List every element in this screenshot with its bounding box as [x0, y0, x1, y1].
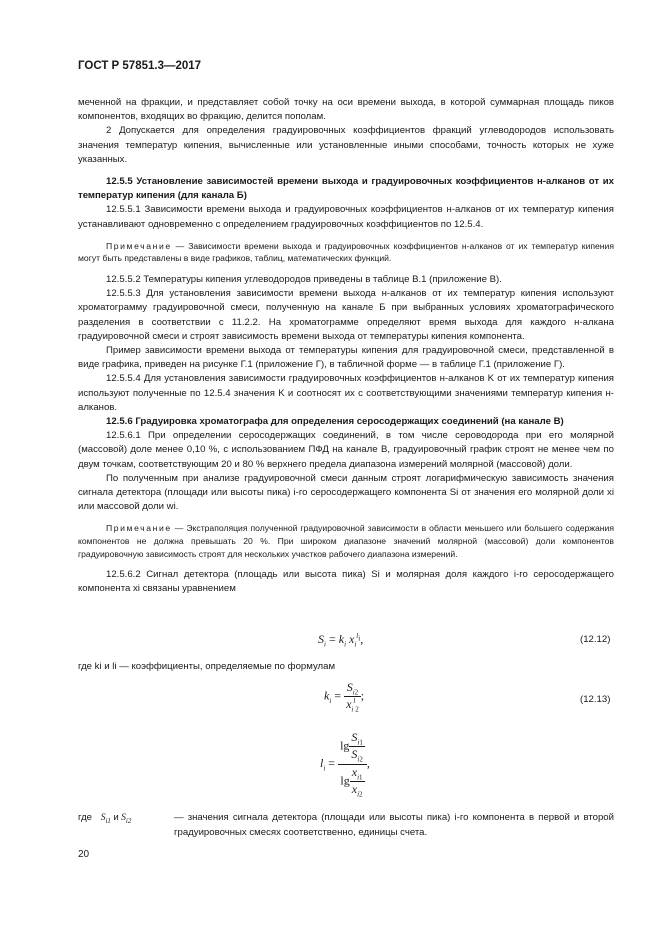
paragraph: меченной на фракции, и представляет собой точку на оси времени выхода, в которой суммарная площадь пиков компонентов, входящих во фракцию, делится пополам. — [78, 97, 614, 123]
where-text: — значения сигнала детектора (площади или высоты пика) i-го компонента в первой и второй градуировочных смесях соответственно, единицы счета. — [174, 812, 614, 838]
text-block-mid — [78, 660, 614, 674]
paragraph: где ki и li — коэффициенты, определяемые по формулам — [78, 661, 336, 672]
note-label: Примечание — [106, 523, 172, 534]
equation-12-13-k: $k_i$ = $\frac{S_{i2}}{x_i^l_2}$ ; — [324, 680, 365, 714]
paragraph: 12.5.5.1 Зависимости времени выхода и градуировочных коэффициентов н-алканов от их температур кипения устанавливают одновременно с определением градуировочных коэффициентов по 12.5.4. — [78, 204, 614, 230]
note-label: Примечание — [106, 240, 172, 251]
note-text: — Экстраполяция полученной градуировочной зависимости в области меньшего или большего содержания компонентов не должна превышать 20 %. При широком диапазоне значений молярной (массовой) доли компонентов градуировочную зависимость строят для нескольких участков рабочего диапазона измерений. — [78, 523, 614, 559]
paragraph: 12.5.5.3 Для установления зависимости времени выхода н-алканов от их температур кипения используют хроматограмму градуировочной смеси, полученную на канале Б при выбранных условиях хроматографического разделения в соответствии с 11.2.2. На хроматограмме определяют время выхода для каждого н-алкана градуировочной смеси и строят зависимость времени выхода от температуры кипения компонента. — [78, 288, 614, 342]
paragraph: 2 Допускается для определения градуировочных коэффициентов фракций углеводородов использовать значения температур кипения, вычисленные или установленные иными способами, точность которых не хуже указанных. — [78, 125, 614, 165]
paragraph: 12.5.5.2 Температуры кипения углеводородов приведены в таблице В.1 (приложение В). — [106, 274, 502, 286]
paragraph: 12.5.6.2 Сигнал детектора (площадь или высота пика) Si и молярная доля каждого i-го серосодержащего компонента xi связаны уравнением — [78, 569, 614, 595]
equation-12-12: $S_i = k_i$ $x_i^{l_i}$, — [318, 632, 364, 649]
equation-number: (12.13) — [580, 694, 611, 705]
equation-number: (12.12) — [580, 634, 611, 645]
where-label: где — [78, 812, 93, 823]
paragraph: Пример зависимости времени выхода от температуры кипения для градуировочной смеси, представленной в виде графика, приведен на рисунке Г.1 (приложение Г), в табличной форме — в таблице Г.1 (приложение Г). — [78, 345, 614, 371]
paragraph: 12.5.5.4 Для установления зависимости градуировочных коэффициентов н-алканов K от их температур кипения используют полученные по 12.5.4 значения K и соотносят их с соответствующими значениями температур кипения н-алканов. — [78, 373, 614, 413]
where-clause — [78, 810, 614, 838]
page-number: 20 — [78, 849, 90, 860]
paragraph: 12.5.6.1 При определении серосодержащих соединений, в том числе сероводорода при его молярной (массовой) доле менее 0,10 %, с использованием ПФД на канале В, градуировочный график строят не менее чем по двум точкам, соответствующим 20 и 80 % верхнего предела диапазона измерений молярной (массовой) доли. — [78, 430, 614, 470]
note-text: — Зависимости времени выхода и градуировочных коэффициентов н-алканов от их температур кипения могут быть представлены в виде графиков, таблиц, математических функций. — [78, 240, 614, 264]
note — [78, 522, 614, 560]
where-symbols: $S_{i1}$ и $S_{i2}$ — [100, 812, 132, 825]
document-header: ГОСТ Р 57851.3—2017 — [78, 60, 202, 72]
text-block-top — [78, 96, 614, 597]
note — [78, 240, 614, 265]
section-heading: 12.5.6 Градуировка хроматографа для определения серосодержащих соединений (на канале В) — [106, 416, 564, 428]
section-heading: 12.5.5 Установление зависимостей времени выхода и градуировочных коэффициентов н-алканов от их температур кипения (для канала Б) — [78, 176, 614, 202]
paragraph: По полученным при анализе градуировочной смеси данным строят логарифмическую зависимость значения сигнала детектора (площади или высоты пика) i-го серосодержащего компонента Si от значения его молярной доли xi или массовой доли wi. — [78, 472, 614, 513]
equation-12-13-l: $l_i$ = lg $\frac{S_{i1}}{S_{i2}}$ lg $\frac{x_{i1}}{x_{i2}}$ , — [320, 730, 370, 799]
